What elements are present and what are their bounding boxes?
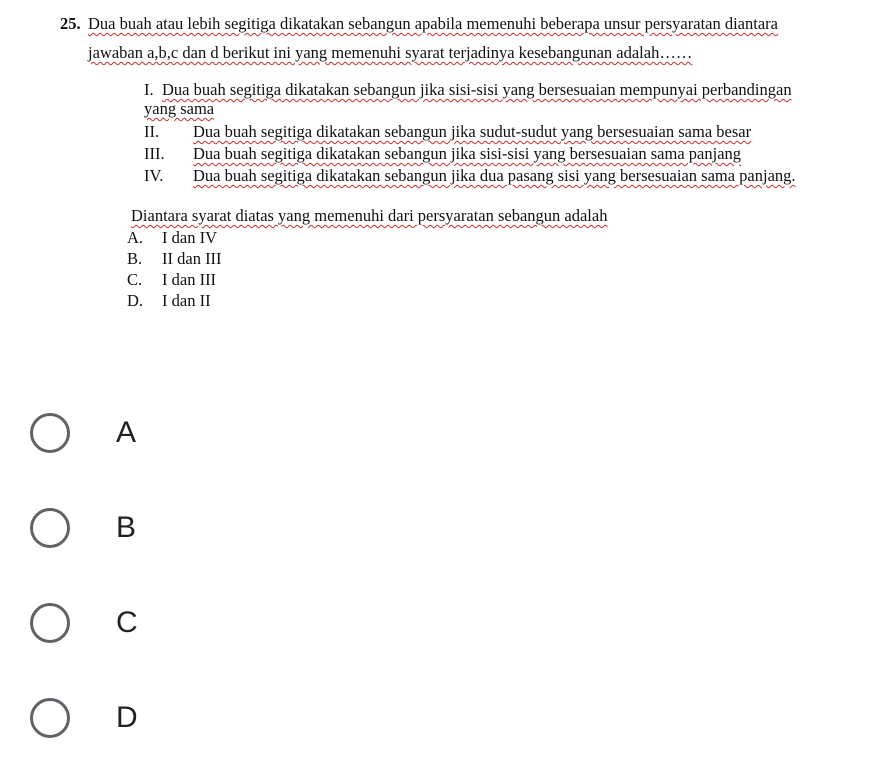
statement-text: Dua buah segitiga dikatakan sebangun jika sisi-sisi yang bersesuaian mempunyai perbandingan — [162, 80, 792, 99]
choice-b[interactable] — [30, 498, 330, 558]
option-text: I dan IV — [162, 228, 217, 247]
radio-circle-icon[interactable] — [30, 508, 70, 548]
statement-number: III. — [144, 144, 165, 163]
radio-circle-icon[interactable] — [30, 603, 70, 643]
question-stem-line2: jawaban a,b,c dan d berikut ini yang memenuhi syarat terjadinya kesebangunan adalah…… — [88, 43, 693, 62]
statement-text: Dua buah segitiga dikatakan sebangun jika dua pasang sisi yang bersesuaian sama panjang. — [193, 166, 796, 185]
choice-label: B — [116, 511, 137, 544]
statement-text: Dua buah segitiga dikatakan sebangun jika sudut-sudut yang bersesuaian sama besar — [193, 122, 752, 141]
statement-text-continued: yang sama — [144, 99, 215, 118]
choice-label: A — [116, 416, 137, 449]
choice-d[interactable] — [30, 688, 330, 748]
option-letter: B. — [127, 249, 143, 268]
option-letter: D. — [127, 291, 144, 310]
statement-number: II. — [144, 122, 160, 141]
question-number: 25. — [60, 14, 81, 33]
question-prompt: Diantara syarat diatas yang memenuhi dari persyaratan sebangun adalah — [131, 206, 608, 225]
statement-text: Dua buah segitiga dikatakan sebangun jika sisi-sisi yang bersesuaian sama panjang — [193, 144, 742, 163]
option-letter: A. — [127, 228, 144, 247]
choice-c[interactable] — [30, 593, 330, 653]
choice-label: D — [116, 701, 138, 734]
choice-label: C — [116, 606, 138, 639]
choice-a[interactable] — [30, 403, 330, 463]
statement-number: IV. — [144, 166, 164, 185]
question-stem-line1: Dua buah atau lebih segitiga dikatakan sebangun apabila memenuhi beberapa unsur persyaratan diantara — [88, 14, 778, 33]
radio-circle-icon[interactable] — [30, 698, 70, 738]
statement-number: I. — [144, 80, 154, 99]
option-text: I dan II — [162, 291, 211, 310]
question-image — [0, 0, 883, 330]
radio-circle-icon[interactable] — [30, 413, 70, 453]
option-text: I dan III — [162, 270, 217, 289]
option-text: II dan III — [162, 249, 222, 268]
option-letter: C. — [127, 270, 143, 289]
